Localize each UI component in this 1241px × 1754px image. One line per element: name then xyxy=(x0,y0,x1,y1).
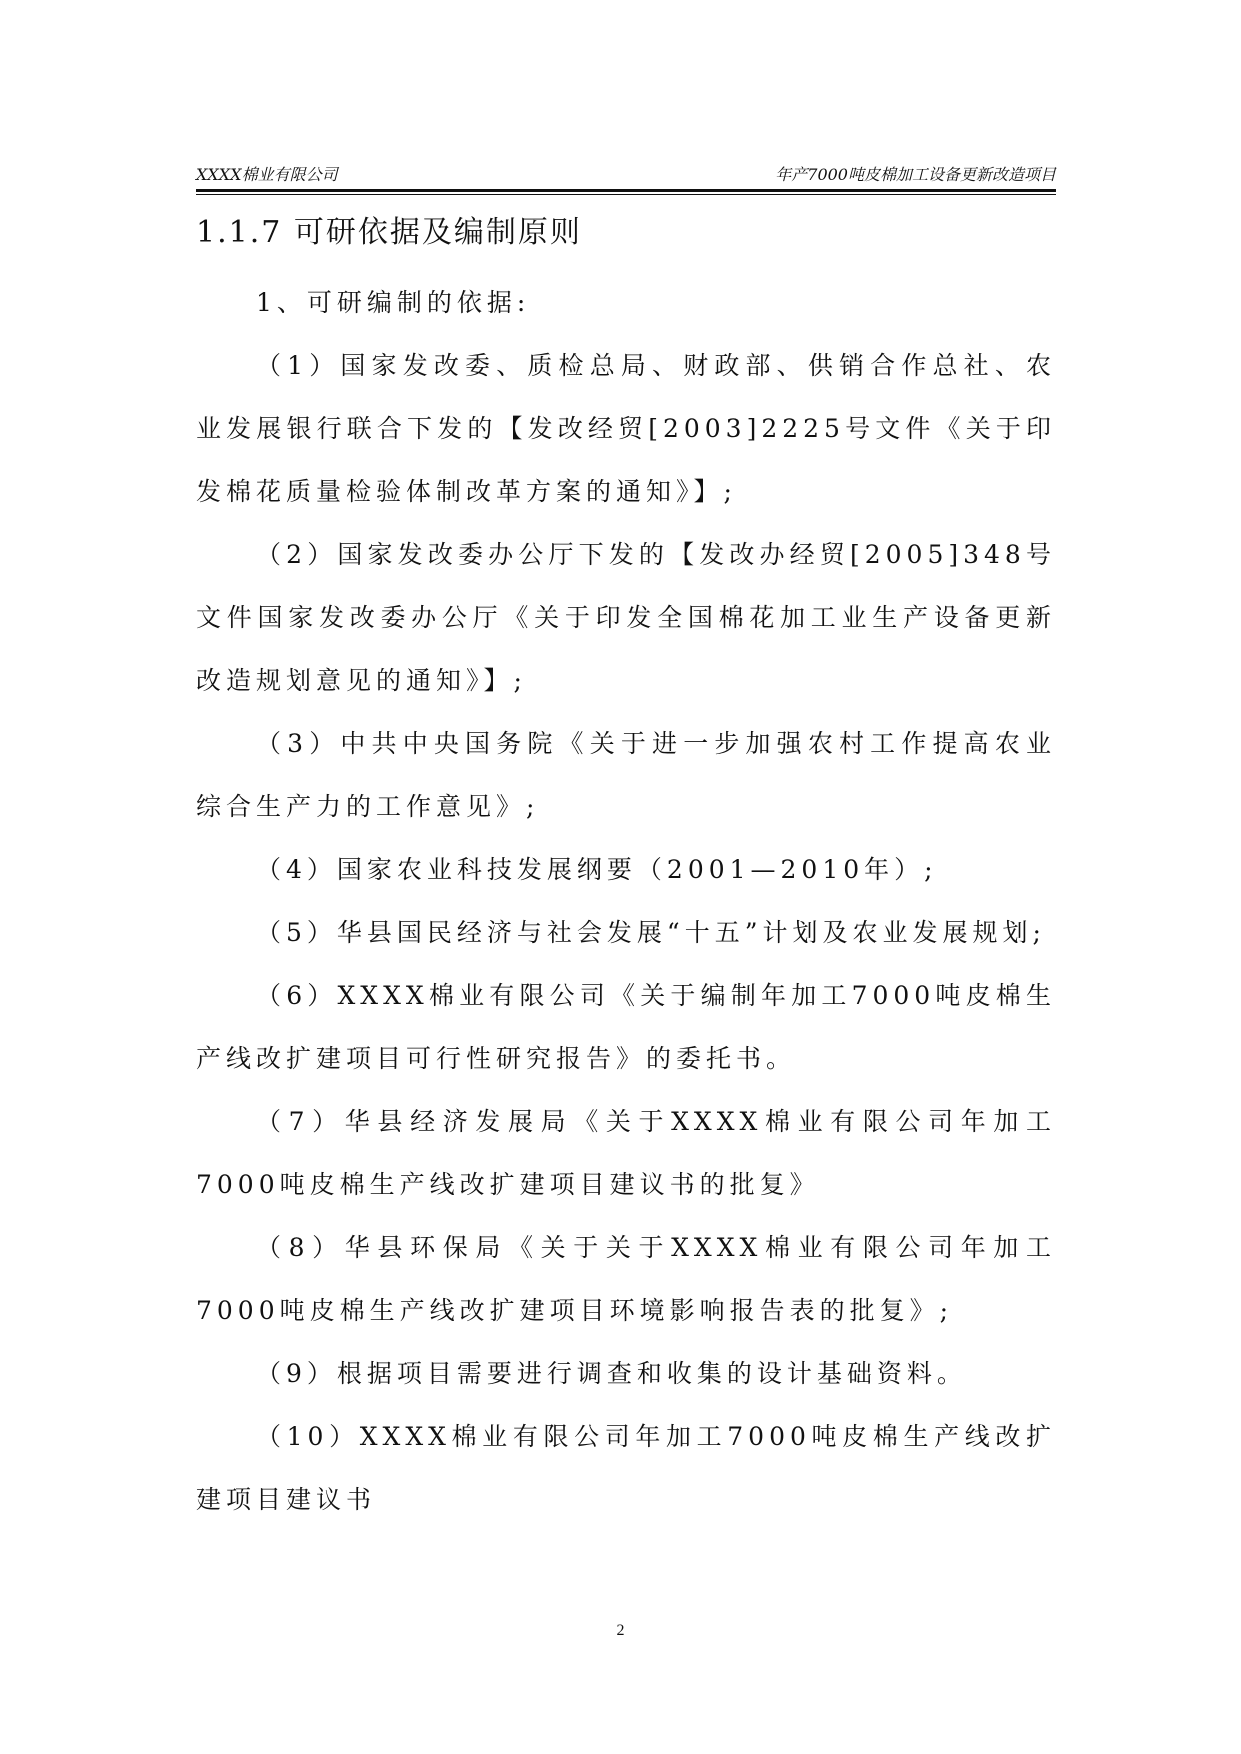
paragraph-basis-2: （2）国家发改委办公厅下发的【发改办经贸[2005]348号文件国家发改委办公厅《关于印发全国棉花加工业生产设备更新改造规划意见的通知》】; xyxy=(196,540,1056,695)
page-number: 2 xyxy=(616,1622,625,1639)
paragraph-basis-7: （7）华县经济发展局《关于XXXX棉业有限公司年加工7000吨皮棉生产线改扩建项目建议书的批复》 xyxy=(196,1107,1056,1199)
header-rule-thin xyxy=(196,194,1056,195)
paragraph-basis-9: （9）根据项目需要进行调查和收集的设计基础资料。 xyxy=(256,1359,967,1388)
header-rule xyxy=(196,189,1056,192)
document-body xyxy=(196,205,1056,1531)
paragraph-basis-4: （4）国家农业科技发展纲要（2001—2010年）; xyxy=(256,855,938,884)
paragraph-basis-6: （6）XXXX棉业有限公司《关于编制年加工7000吨皮棉生产线改扩建项目可行性研究报告》的委托书。 xyxy=(196,981,1056,1073)
paragraph-basis-3: （3）中共中央国务院《关于进一步加强农村工作提高农业综合生产力的工作意见》; xyxy=(196,729,1056,821)
header-company: XXXX棉业有限公司 xyxy=(196,165,338,184)
header-project-title: 年产7000吨皮棉加工设备更新改造项目 xyxy=(775,165,1056,184)
paragraph-basis-5: （5）华县国民经济与社会发展“十五”计划及农业发展规划; xyxy=(256,918,1046,947)
page-header xyxy=(196,164,1056,186)
paragraph-basis-heading: 1、可研编制的依据: xyxy=(256,288,531,317)
paragraph-basis-8: （8）华县环保局《关于关于XXXX棉业有限公司年加工7000吨皮棉生产线改扩建项目环境影响报告表的批复》; xyxy=(196,1233,1056,1325)
paragraph-basis-1: （1）国家发改委、质检总局、财政部、供销合作总社、农业发展银行联合下发的【发改经贸[2003]2225号文件《关于印发棉花质量检验体制改革方案的通知》】; xyxy=(196,351,1056,506)
paragraph-basis-10: （10）XXXX棉业有限公司年加工7000吨皮棉生产线改扩建项目建议书 xyxy=(196,1422,1056,1514)
section-title: 1.1.7 可研依据及编制原则 xyxy=(196,215,582,250)
